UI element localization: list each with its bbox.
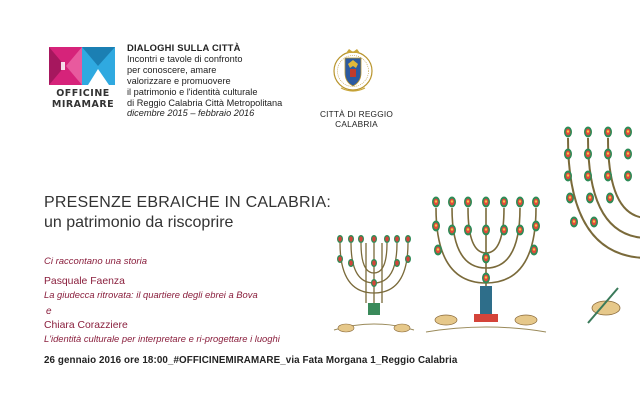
speaker-2-name: Chiara Corazziere: [44, 320, 128, 331]
intro-line: di Reggio Calabria Città Metropolitana: [127, 97, 283, 108]
logo-word-officine: OFFICINE: [56, 88, 110, 99]
medium-menorah: [426, 197, 546, 333]
coat-of-arms-icon: [331, 44, 375, 100]
logo-word-miramare: MIRAMARE: [51, 99, 115, 110]
small-menorah: [334, 235, 414, 332]
talk-1-title: La giudecca ritrovata: il quartiere degli ebrei a Bova: [44, 289, 258, 300]
city-name: CITTÀ DI REGGIO CALABRIA: [319, 109, 394, 129]
intro-line: per conoscere, amare: [127, 64, 217, 75]
series-heading: DIALOGHI SULLA CITTÀ: [127, 42, 241, 53]
menorah-illustrations-icon: [328, 118, 640, 348]
intro-line: Incontri e tavole di confronto: [127, 53, 243, 64]
intro-block: [127, 43, 317, 119]
conjunction: e: [46, 306, 52, 317]
large-menorah: [564, 127, 640, 324]
series-dates: dicembre 2015 – febbraio 2016: [127, 108, 255, 119]
program-intro: Ci raccontano una storia: [44, 256, 147, 267]
speaker-1-name: Pasquale Faenza: [44, 276, 125, 287]
intro-line: valorizzare e promuovere: [127, 75, 231, 86]
title-line-2: un patrimonio da riscoprire: [44, 214, 234, 231]
title-line-1: PRESENZE EBRAICHE IN CALABRIA:: [44, 194, 331, 211]
intro-line: il patrimonio e l'identità culturale: [127, 86, 258, 97]
talk-2-title: L'identità culturale per interpretare e ri-progettare i luoghi: [44, 333, 280, 344]
event-details: 26 gennaio 2016 ore 18:00_#OFFICINEMIRAMARE_via Fata Morgana 1_Reggio Calabria: [44, 355, 458, 366]
